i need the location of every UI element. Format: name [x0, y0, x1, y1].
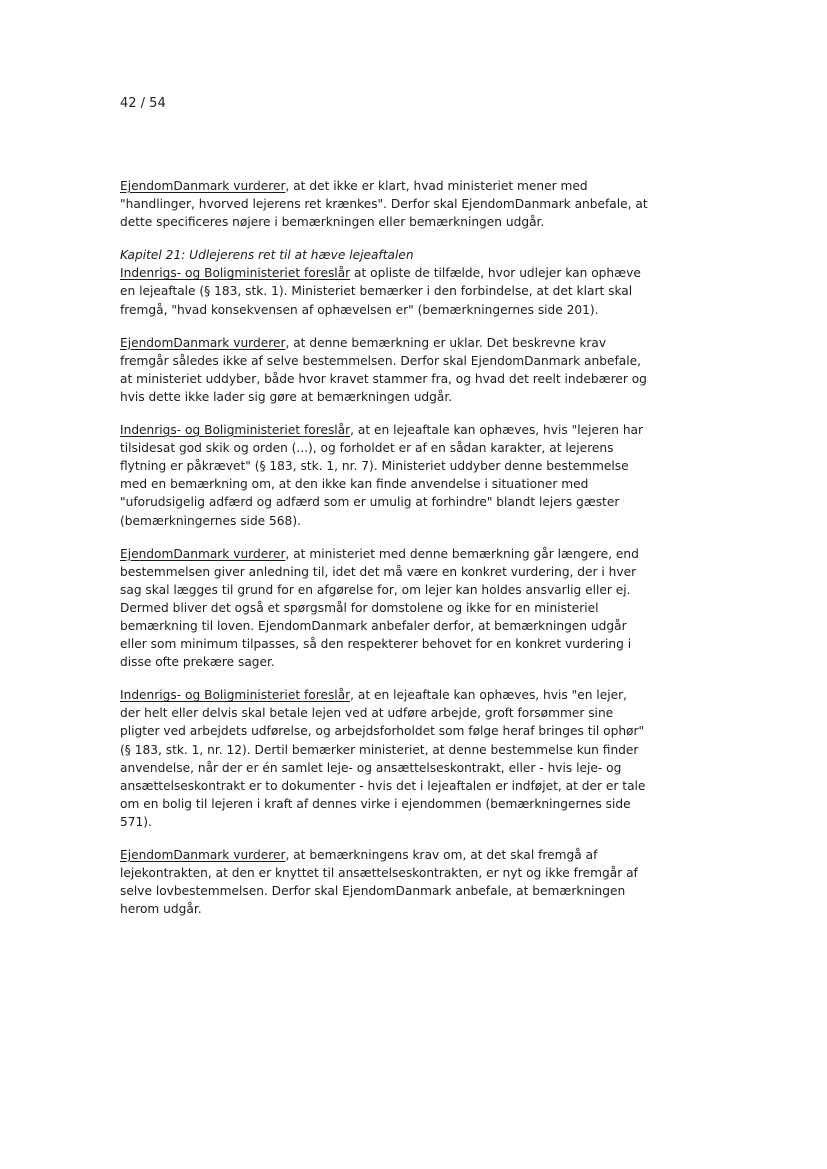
- paragraph-lead: EjendomDanmark vurderer: [120, 848, 286, 862]
- paragraph-lead: EjendomDanmark vurderer: [120, 546, 286, 561]
- paragraph-4: [120, 421, 650, 530]
- paragraph-lead: Indenrigs- og Boligministeriet foreslår: [120, 266, 351, 281]
- paragraph-text: , at det ikke er klart, hvad ministeriet mener med "handlinger, hvorved lejerens ret krænkes". Derfor skal EjendomDanmark anbefale, at dette specificeres nøjere i bemærkningen eller bemærkningen udgår.: [120, 179, 648, 230]
- paragraph-6: [120, 686, 650, 831]
- paragraph-text: , at denne bemærkning er uklar. Det beskrevne krav fremgår således ikke af selve bestemmelsen. Derfor skal EjendomDanmark anbefale, at ministeriet uddyber, både hvor kravet stammer fra, og hvad det reelt indebærer og hvis dette ikke lader sig gøre at bemærkningen udgår.: [120, 335, 647, 404]
- paragraph-lead: Indenrigs- og Boligministeriet foreslår: [120, 688, 351, 703]
- section-heading: Kapitel 21: Udlejerens ret til at hæve lejeaftalen: [120, 248, 414, 263]
- paragraph-lead: EjendomDanmark vurderer: [120, 335, 286, 350]
- paragraph-2: [120, 246, 650, 318]
- paragraph-5: [120, 545, 650, 672]
- paragraph-text: at opliste de tilfælde, hvor udlejer kan ophæve en lejeaftale (§ 183, stk. 1). Ministeriet bemærker i den forbindelse, at det klart skal fremgå, "hvad konsekvensen af ophævelsen er" (bemærkningernes side 201).: [120, 266, 641, 317]
- paragraph-lead: Indenrigs- og Boligministeriet foreslår: [120, 423, 351, 438]
- paragraph-3: [120, 334, 650, 406]
- paragraph-7: [120, 846, 650, 918]
- paragraph-1: [120, 177, 650, 231]
- paragraph-lead: EjendomDanmark vurderer: [120, 179, 286, 193]
- paragraph-text: , at ministeriet med denne bemærkning går længere, end bestemmelsen giver anledning til, idet det må være en konkret vurdering, der i hver sag skal lægges til grund for en afgørelse for, om lejer kan holdes ansvarlig eller ej. Dermed bliver det også et spørgsmål for domstolene og ikke for en ministeriel bemærkning til loven. EjendomDanmark anbefaler derfor, at bemærkningen udgår eller som minimum tilpasses, så den respekterer behovet for en konkret vurdering i disse ofte prekære sager.: [120, 546, 639, 670]
- paragraph-text: , at en lejeaftale kan ophæves, hvis "en lejer, der helt eller delvis skal betale lejen ved at udføre arbejde, groft forsømmer sine pligter ved arbejdets udførelse, og arbejdsforholdet som følge heraf bringes til ophør" (§ 183, stk. 1, nr. 12). Dertil bemærker ministeriet, at denne bestemmelse kun finder anvendelse, når der er én samlet leje- og ansættelseskontrakt, eller - hvis leje- og ansættelseskontrakt er to dokumenter - hvis det i lejeaftalen er indføjet, at der er tale om en bolig til lejeren i kraft af dennes virke i ejendommen (bemærkningernes side 571).: [120, 688, 646, 829]
- page-number: 42 / 54: [120, 96, 166, 111]
- paragraph-text: , at en lejeaftale kan ophæves, hvis "lejeren har tilsidesat god skik og orden (...), og forholdet er af en sådan karakter, at lejerens flytning er påkrævet" (§ 183, stk. 1, nr. 7). Ministeriet uddyber denne bestemmelse med en bemærkning om, at den ikke kan finde anvendelse i situationer med "uforudsigelig adfærd og adfærd som er umulig at forhindre" blandt lejers gæster (bemærkningernes side 568).: [120, 423, 644, 528]
- paragraph-text: , at bemærkningens krav om, at det skal fremgå af lejekontrakten, at den er knyttet til ansættelseskontrakten, er nyt og ikke fremgår af selve lovbestemmelsen. Derfor skal EjendomDanmark anbefale, at bemærkningen herom udgår.: [120, 848, 638, 917]
- document-body: [120, 177, 650, 933]
